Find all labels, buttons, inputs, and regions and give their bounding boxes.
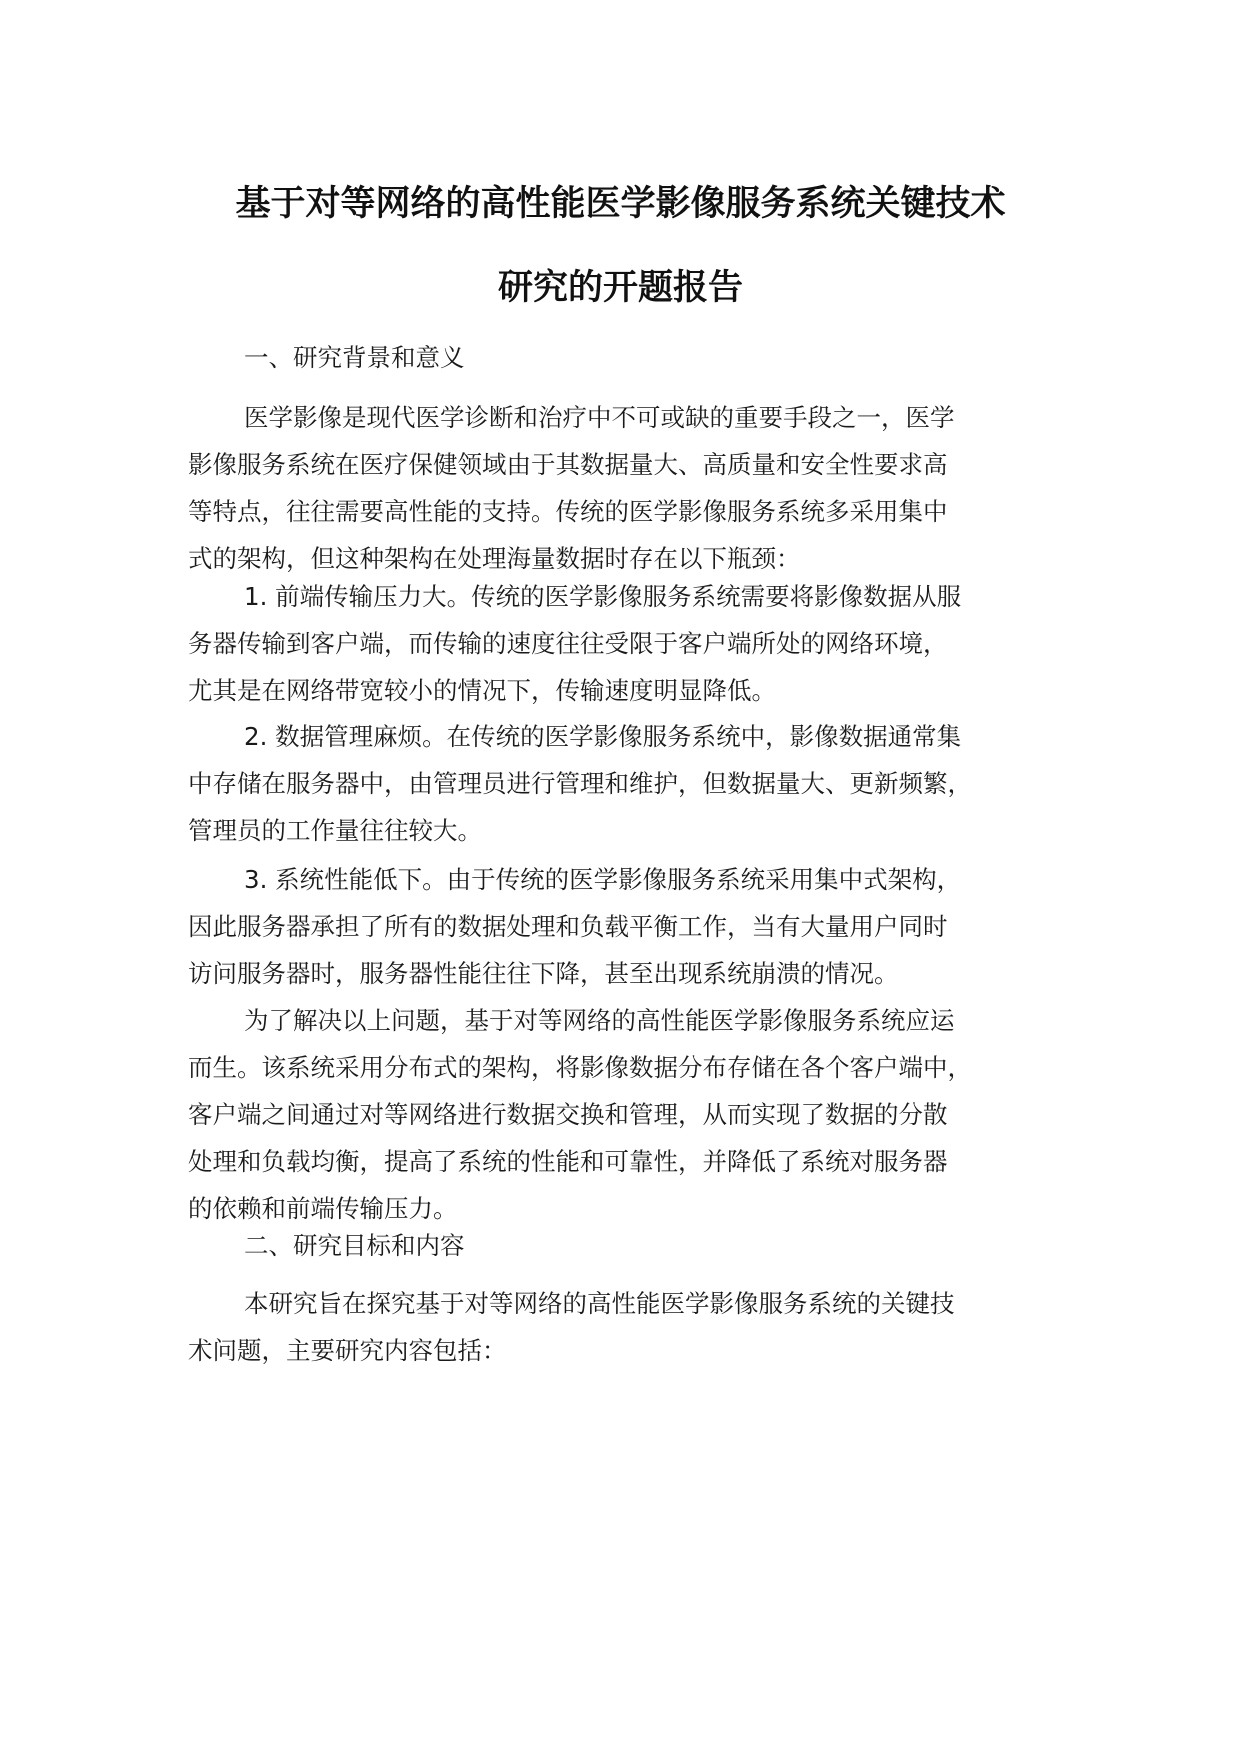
- document-title-line-2: 研究的开题报告: [497, 268, 743, 308]
- section-heading: 一、研究背景和意义: [244, 343, 465, 372]
- list-item-line: 3. 系统性能低下。由于传统的医学影像服务系统采用集中式架构，: [244, 865, 962, 894]
- list-item-line: 2. 数据管理麻烦。在传统的医学影像服务系统中，影像数据通常集: [244, 722, 962, 751]
- paragraph-line: 为了解决以上问题，基于对等网络的高性能医学影像服务系统应运: [244, 1006, 955, 1035]
- section-heading: 二、研究目标和内容: [244, 1231, 465, 1260]
- paragraph-line: 医学影像是现代医学诊断和治疗中不可或缺的重要手段之一，医学: [244, 403, 955, 432]
- paragraph-line: 的依赖和前端传输压力。: [188, 1194, 458, 1223]
- paragraph-line: 式的架构，但这种架构在处理海量数据时存在以下瓶颈：: [188, 544, 801, 573]
- list-item-line: 务器传输到客户端，而传输的速度往往受限于客户端所处的网络环境，: [188, 629, 948, 658]
- list-item-line: 中存储在服务器中，由管理员进行管理和维护，但数据量大、更新频繁，: [188, 769, 972, 798]
- list-item-line: 访问服务器时，服务器性能往往下降，甚至出现系统崩溃的情况。: [188, 959, 899, 988]
- paragraph-line: 影像服务系统在医疗保健领域由于其数据量大、高质量和安全性要求高: [188, 450, 948, 479]
- paragraph-line: 而生。该系统采用分布式的架构，将影像数据分布存储在各个客户端中，: [188, 1053, 972, 1082]
- paragraph-line: 术问题，主要研究内容包括：: [188, 1336, 507, 1365]
- document-title-line-1: 基于对等网络的高性能医学影像服务系统关键技术: [235, 184, 1006, 224]
- paragraph-background: [188, 394, 1088, 582]
- list-item-system-performance: [188, 856, 1088, 997]
- paragraph-line: 处理和负载均衡，提高了系统的性能和可靠性，并降低了系统对服务器: [188, 1147, 948, 1176]
- paragraph-line: 客户端之间通过对等网络进行数据交换和管理，从而实现了数据的分散: [188, 1100, 948, 1129]
- section-heading-background: [188, 334, 1088, 381]
- list-item-front-end-pressure: [188, 573, 1088, 714]
- paragraph-goals: [188, 1280, 1088, 1374]
- paragraph-solution: [188, 997, 1088, 1232]
- list-item-line: 尤其是在网络带宽较小的情况下，传输速度明显降低。: [188, 676, 776, 705]
- section-heading-goals: [188, 1222, 1088, 1269]
- list-item-line: 因此服务器承担了所有的数据处理和负载平衡工作，当有大量用户同时: [188, 912, 948, 941]
- paragraph-line: 等特点，往往需要高性能的支持。传统的医学影像服务系统多采用集中: [188, 497, 948, 526]
- list-item-line: 1. 前端传输压力大。传统的医学影像服务系统需要将影像数据从服: [244, 582, 962, 611]
- paragraph-line: 本研究旨在探究基于对等网络的高性能医学影像服务系统的关键技: [244, 1289, 955, 1318]
- list-item-line: 管理员的工作量往往较大。: [188, 816, 482, 845]
- list-item-data-management: [188, 713, 1088, 854]
